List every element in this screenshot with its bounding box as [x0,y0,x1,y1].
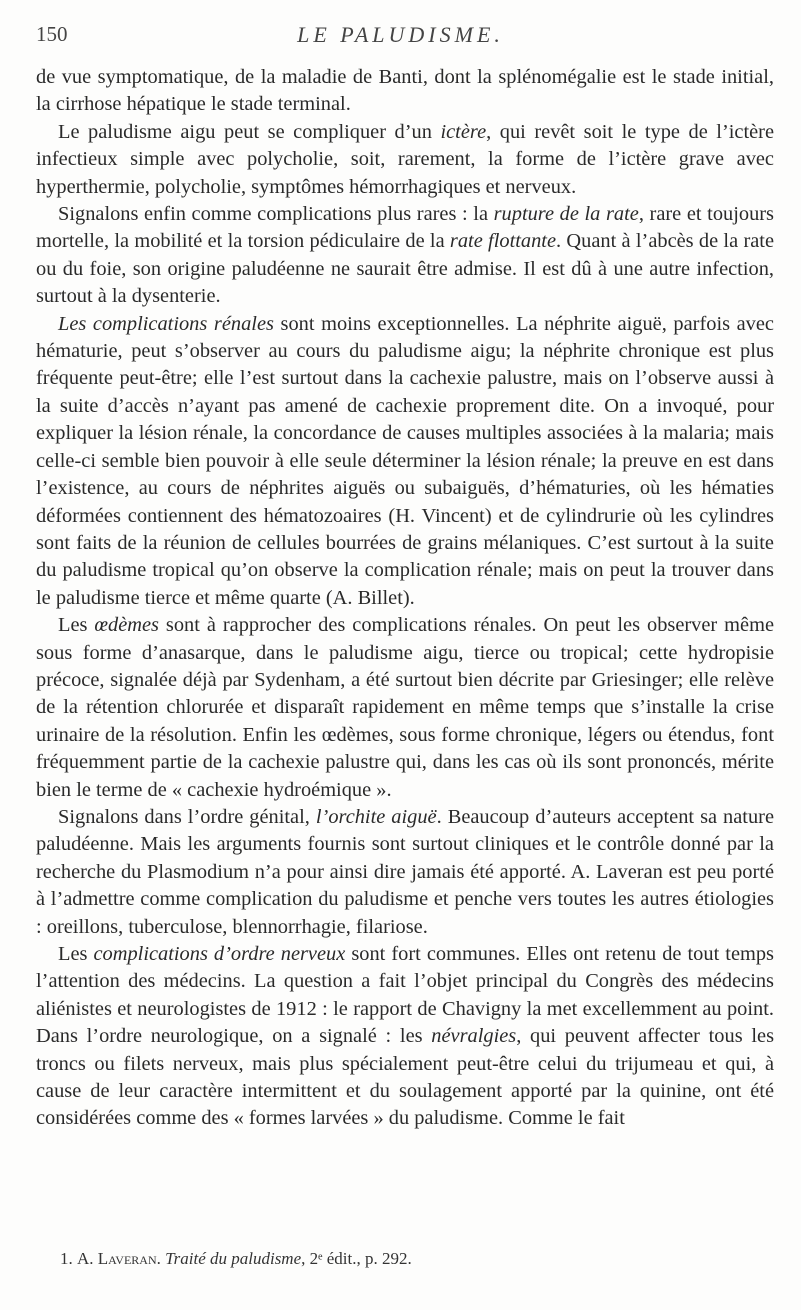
footnote-number: 1. [60,1249,73,1268]
footnote [60,1248,774,1270]
italic-term: œdèmes [94,614,159,637]
text-run: sont fort communes. Elles ont retenu de tout temps l’attention des médecins. La question a fait l’objet principal du Congrès des médecins aliénistes et neurologistes de 1912 : le rapport de Chavigny la met excellemment au point. Dans l’ordre neurologique, on a signalé : les [36,943,774,1048]
italic-term: rupture de la rate [493,203,639,226]
footnote-author: A. Laveran. [77,1249,161,1268]
paragraph [36,804,774,941]
paragraph [36,119,774,201]
text-run: . Quant à l’abcès de la rate ou du foie, son origine paludéenne ne saurait être admise. Il est dû à une autre infection, surtout à la dysenterie. [36,230,774,308]
text-run: , rare et toujours mortelle, la mobilité et la torsion pédiculaire de la [36,203,774,253]
text-run: sont moins exceptionnelles. La néphrite aiguë, parfois avec hématurie, peut s’observer au cours du paludisme aigu; la néphrite chronique est plus fréquente peut-être; elle l’est surtout dans la cachexie palustre, mais on l’observe aussi à la suite d’accès n’ayant pas amené de cachexie proprement dite. On a invoqué, pour expliquer la lésion rénale, la concordance de causes multiples associées à la malaria; mais celle-ci semble bien pouvoir à elle seule déterminer la lésion rénale; la preuve en est dans l’existence, au cours de néphrites aiguës ou subaiguës, d’hématuries, où les hématies déformées contiennent des hématozoaires (H. Vincent) et de cylindrurie où les cylindres sont faits de la réunion de cellules bourrées de grains mélaniques. C’est surtout à la suite du paludisme tropical qu’on observe la complication rénale; mais on peut la trouver dans le paludisme tierce et même quarte (A. Billet). [36,312,774,609]
text-run: Le paludisme aigu peut se compliquer d’un [58,120,441,143]
page-header [0,22,801,52]
italic-term: névralgies [431,1025,517,1048]
paragraph [36,64,774,119]
text-run: Les [58,614,95,637]
italic-term: complications d’ordre nerveux [93,943,346,965]
paragraph [36,941,774,1133]
text-run: Signalons dans l’ordre génital, [58,805,316,828]
body-text [36,64,774,1133]
italic-term: l’orchite aiguë [315,805,437,828]
paragraph [36,311,774,612]
footnote-details: , 2ᵉ édit., p. 292. [301,1249,412,1268]
text-run: , qui peuvent affecter tous les troncs ou filets nerveux, mais plus spécialement peut-être celui du trijumeau et qui, à cause de leur caractère intermittent et du soulagement apporté par la quinine, ont été considérées comme des « formes larvées » du paludisme. Comme le fait [36,1025,774,1130]
text-run: . Beaucoup d’auteurs acceptent sa nature paludéenne. Mais les arguments fournis sont surtout cliniques et le contrôle donné par la recherche du Plasmodium n’a pour ainsi dire jamais été apporté. A. Laveran est peu porté à l’admettre comme complication du paludisme et penche vers toutes les autres étiologies : oreillons, tuberculose, blennorrhagie, filariose. [36,805,775,938]
paragraph [36,612,774,804]
text-run: , qui revêt soit le type de l’ictère infectieux simple avec polycholie, soit, rarement, la forme de l’ictère grave avec hyperthermie, polycholie, symptômes hémorrhagiques et nerveux. [36,120,774,198]
footnote-title: Traité du paludisme [165,1249,302,1268]
italic-term: Les complications rénales [58,312,274,335]
text-run: sont à rapprocher des complications rénales. On peut les observer même sous forme d’anasarque, dans le paludisme aigu, tierce ou tropical; cette hydropisie précoce, signalée déjà par Sydenham, a été surtout bien décrite par Griesinger; elle relève de la rétention chlorurée et disparaît rapidement en même temps que s’installe la crise urinaire de la résolution. Enfin les œdèmes, sous forme chronique, légers ou étendus, font fréquemment partie de la cachexie palustre qui, dans les cas où ils sont prononcés, mérite bien le terme de « cachexie hydroémique ». [36,614,774,801]
text-run: Signalons enfin comme complications plus rares : la [58,203,494,226]
running-title: LE PALUDISME. [297,22,504,47]
italic-term: ictère [440,120,487,143]
text-run: de vue symptomatique, de la maladie de Banti, dont la splénomégalie est le stade initial, la cirrhose hépatique le stade terminal. [36,66,774,116]
text-run: Les [58,943,94,965]
paragraph [36,201,774,311]
italic-term: rate flottante [449,230,557,253]
page-number: 150 [36,22,68,46]
